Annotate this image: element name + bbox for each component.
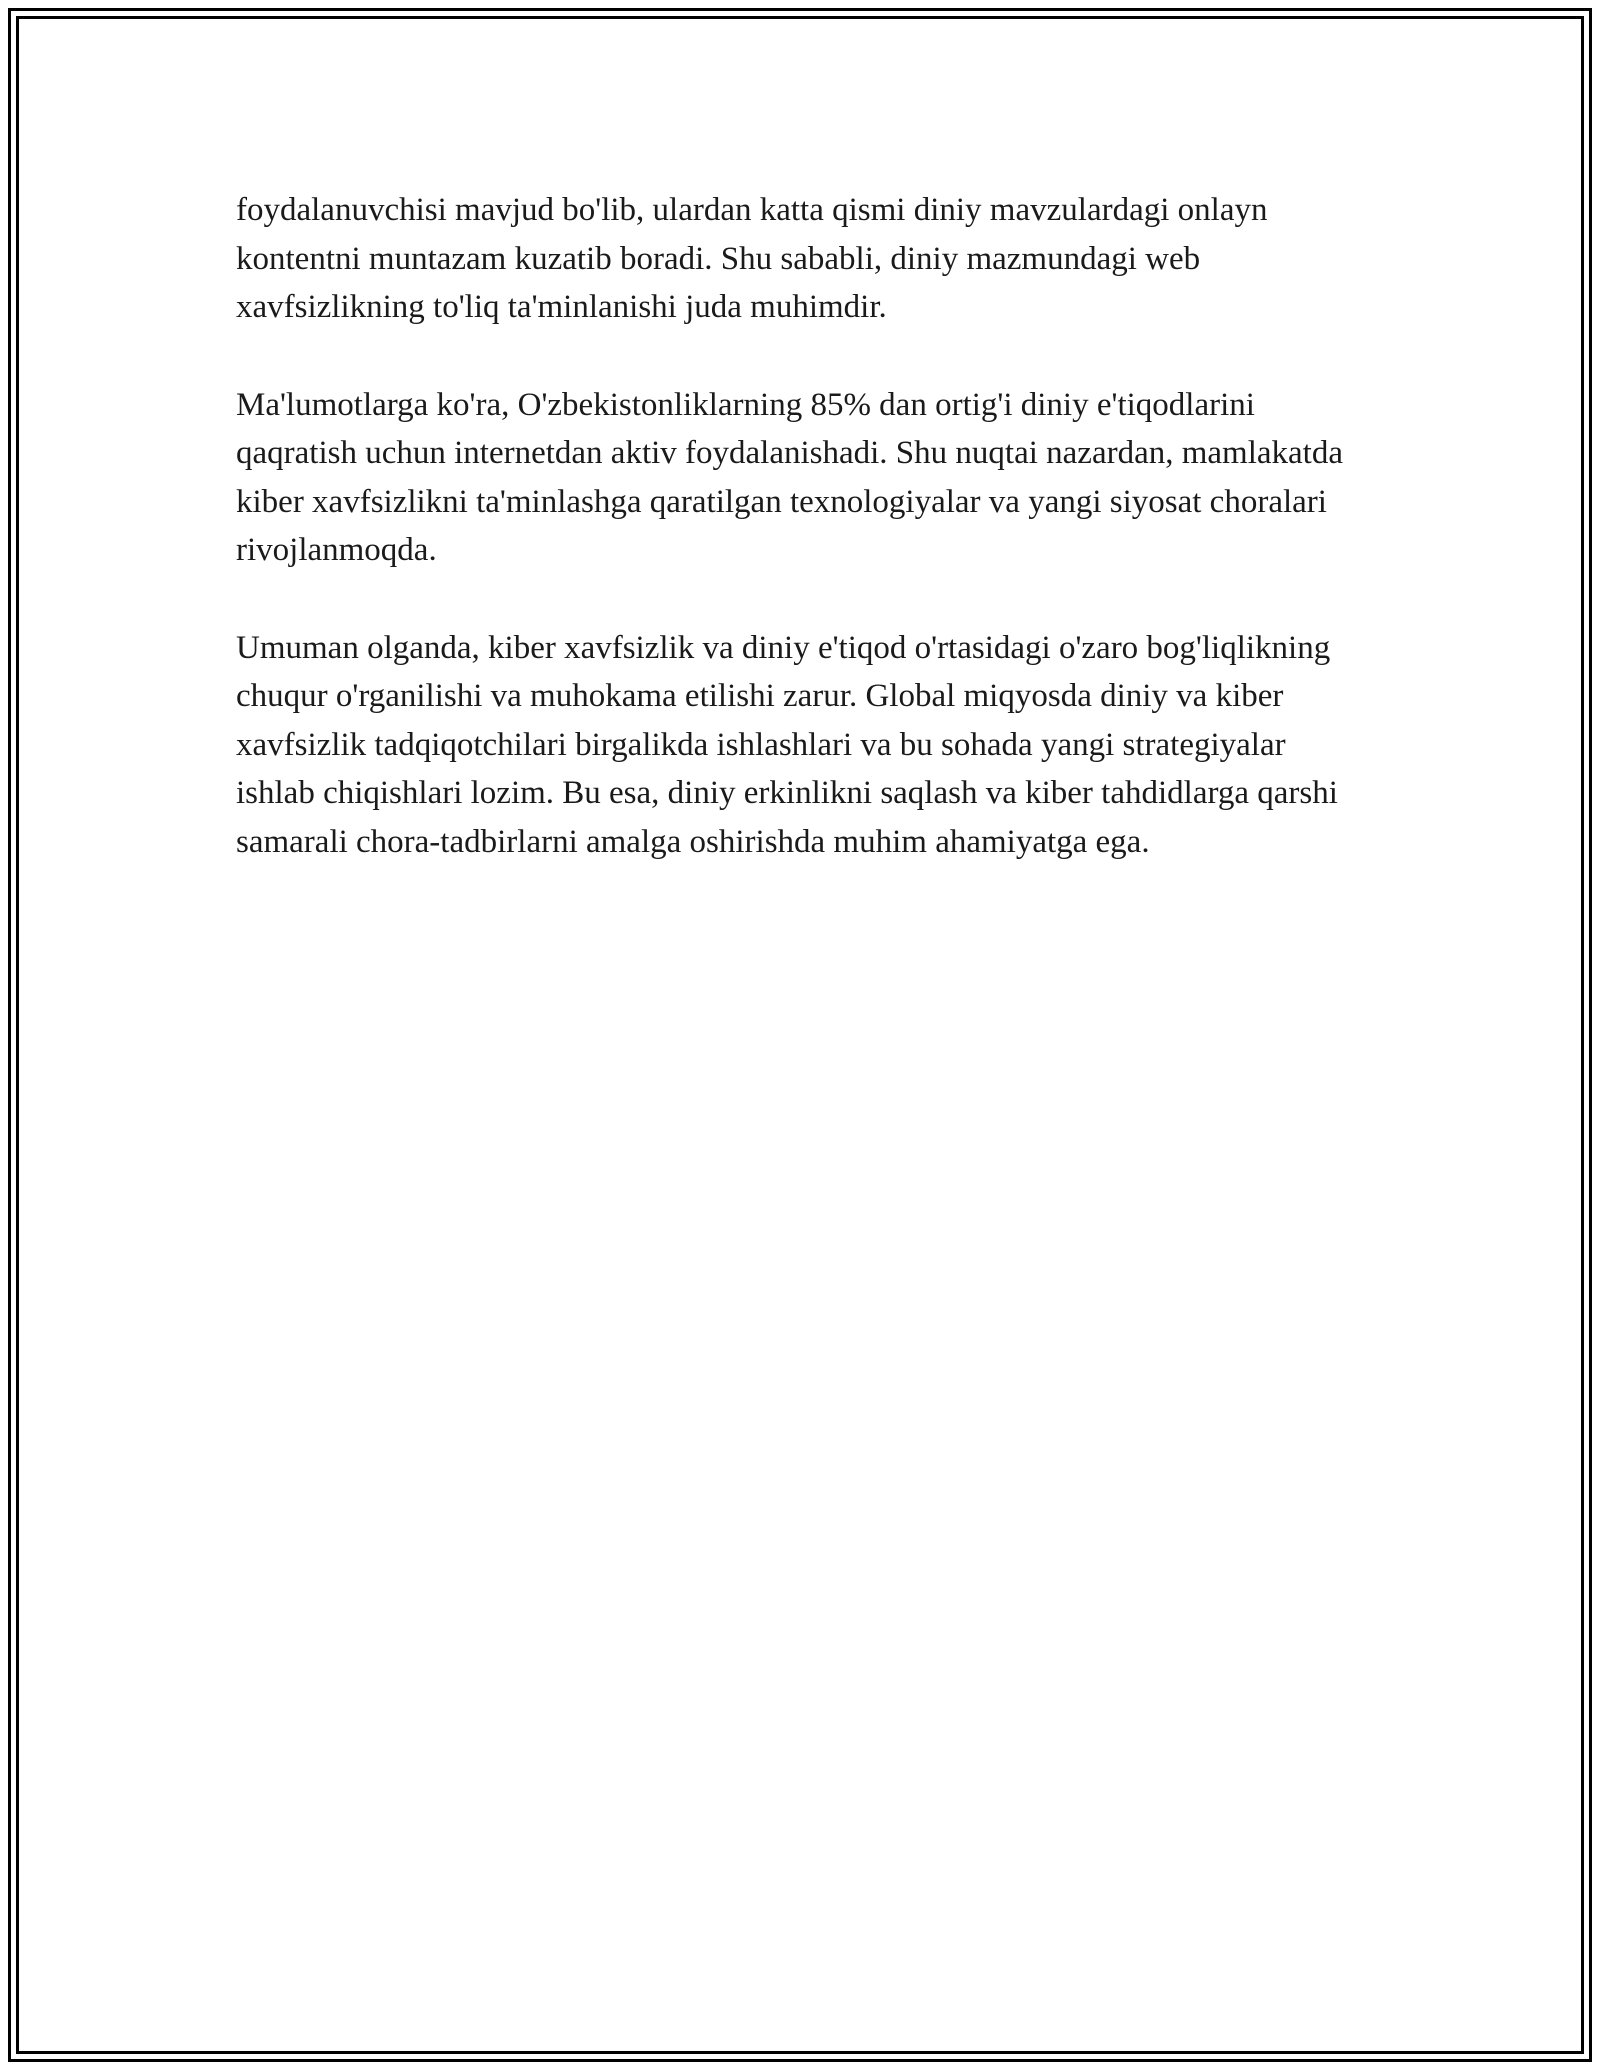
paragraph: foydalanuvchisi mavjud bo'lib, ulardan katta qismi diniy mavzulardagi onlayn kontentni muntazam kuzatib boradi. Shu sababli, diniy mazmundagi web xavfsizlikning to'liq ta'minlanishi juda muhimdir. [236,192,1268,325]
document-body [236,186,1366,914]
paragraph: Ma'lumotlarga ko'ra, O'zbekistonliklarning 85% dan ortig'i diniy e'tiqodlarini qaqratish uchun internetdan aktiv foydalanishadi. Shu nuqtai nazardan, mamlakatda kiber xavfsizlikni ta'minlashga qaratilgan texnologiyalar va yangi siyosat choralari rivojlanmoqda. [236,386,1343,568]
paragraph: Umuman olganda, kiber xavfsizlik va diniy e'tiqod o'rtasidagi o'zaro bog'liqlikning chuqur o'rganilishi va muhokama etilishi zarur. Global miqyosda diniy va kiber xavfsizlik tadqiqotchilari birgalikda ishlashlari va bu sohada yangi strategiyalar ishlab chiqishlari lozim. Bu esa, diniy erkinlikni saqlash va kiber tahdidlarga qarshi samarali chora-tadbirlarni amalga oshirishda muhim ahamiyatga ega. [236,629,1338,860]
